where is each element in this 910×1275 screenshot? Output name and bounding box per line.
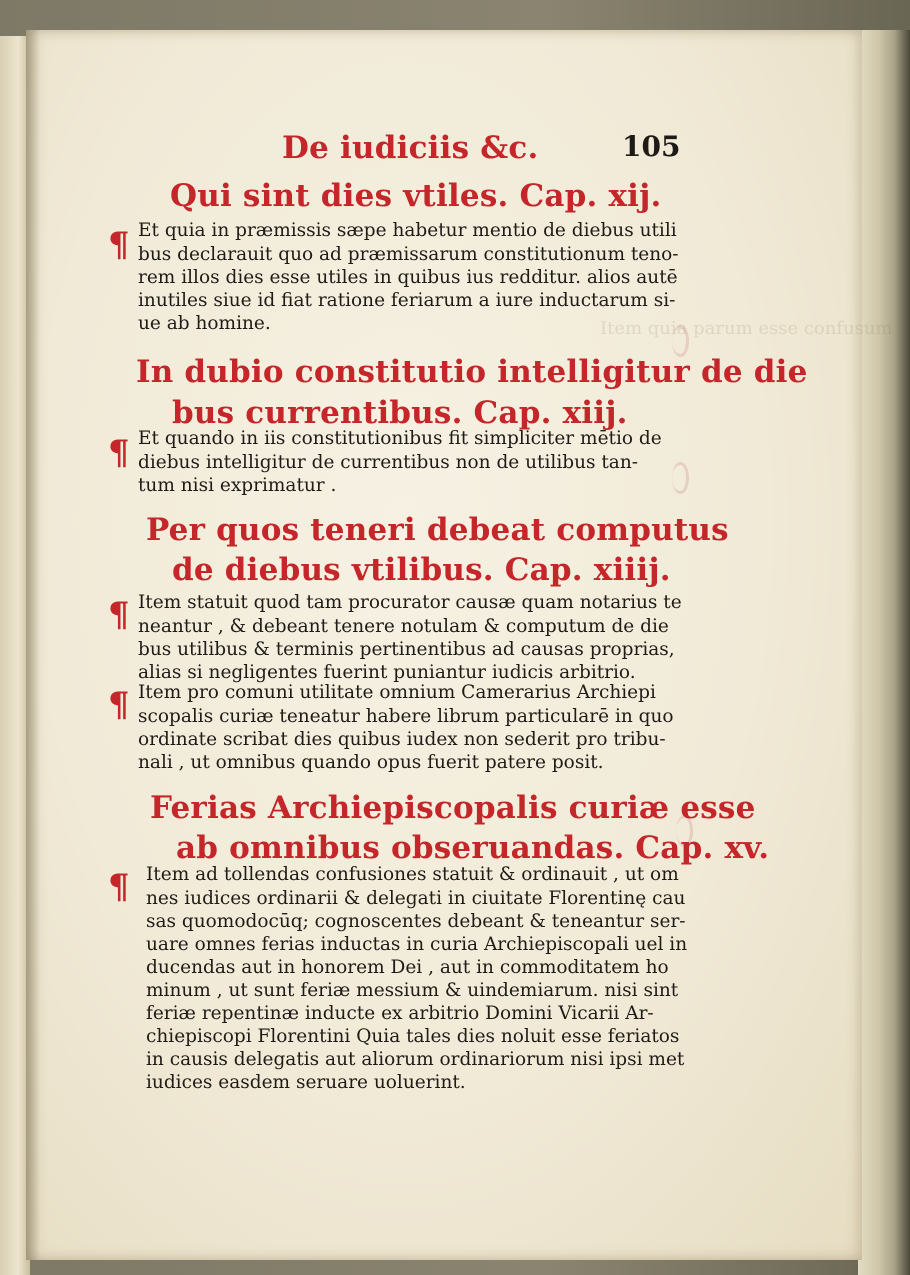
text-line: uare omnes ferias inductas in curia Archiepiscopali uel in — [146, 934, 688, 955]
paragraph-mark-icon: ¶ — [108, 433, 130, 473]
text-line: Item pro comuni utilitate omnium Camerarius Archiepi — [138, 682, 656, 703]
paragraph-mark-icon: ¶ — [108, 867, 130, 907]
gutter-shadow — [26, 30, 40, 1260]
text-line: minum , ut sunt feriæ messium & uindemiarum. nisi sint — [146, 980, 679, 1001]
text-line: Item statuit quod tam procurator causæ quam notarius te — [138, 592, 682, 613]
chapter-heading: In dubio constitutio intelligitur de die — [136, 354, 808, 390]
text-line: feriæ repentinæ inducte ex arbitrio Domini Vicarii Ar- — [146, 1003, 654, 1024]
text-line: chiepiscopi Florentini Quia tales dies noluit esse feriatos — [146, 1026, 680, 1047]
text-line: inutiles siue id fiat ratione feriarum a iure inductarum si- — [138, 290, 676, 311]
text-line: neantur , & debeant tenere notulam & computum de die — [138, 616, 669, 637]
paragraph-mark-icon: ¶ — [108, 685, 130, 725]
text-line: iudices easdem seruare uoluerint. — [146, 1072, 466, 1093]
text-line: Et quando in iis constitutionibus fit simpliciter mētio de — [138, 428, 662, 449]
text-line: rem illos dies esse utiles in quibus ius redditur. alios autē — [138, 267, 678, 288]
text-line: alias si negligentes fuerint puniantur iudicis arbitrio. — [138, 662, 636, 683]
paragraph-mark-icon: ¶ — [108, 595, 130, 635]
paragraph-mark-icon: ¶ — [108, 225, 130, 265]
text-line: Et quia in præmissis sæpe habetur mentio de diebus utili — [138, 220, 677, 241]
show-through-mark — [672, 325, 689, 357]
text-line: tum nisi exprimatur . — [138, 475, 337, 496]
text-line: bus utilibus & terminis pertinentibus ad causas proprias, — [138, 639, 675, 660]
text-line: nes iudices ordinarii & delegati in ciuitate Florentinę cau — [146, 888, 686, 909]
text-line: bus declarauit quo ad præmissarum constitutionum teno- — [138, 244, 679, 265]
text-line: diebus intelligitur de currentibus non de utilibus tan- — [138, 452, 638, 473]
text-line: scopalis curiæ teneatur habere librum particularē in quo — [138, 706, 674, 727]
show-through-mark — [672, 462, 689, 494]
text-line: nali , ut omnibus quando opus fuerit patere posit. — [138, 752, 604, 773]
page-edge-stack — [858, 30, 910, 1275]
chapter-heading: Ferias Archiepiscopalis curiæ esse — [150, 790, 756, 826]
folio-number: 105 — [622, 130, 681, 163]
show-through-text: Item quia parum esse confusum — [600, 318, 893, 339]
text-line: ue ab homine. — [138, 313, 271, 334]
text-line: sas quomodocūq; cognoscentes debeant & teneantur ser- — [146, 911, 686, 932]
chapter-heading: bus currentibus. Cap. xiij. — [172, 395, 628, 431]
text-line: ducendas aut in honorem Dei , aut in commoditatem ho — [146, 957, 669, 978]
chapter-heading: ab omnibus obseruandas. Cap. xv. — [176, 830, 770, 866]
chapter-heading: Per quos teneri debeat computus — [146, 512, 729, 548]
text-line: Item ad tollendas confusiones statuit & ordinauit , ut om — [146, 864, 679, 885]
chapter-heading: Qui sint dies vtiles. Cap. xij. — [170, 178, 662, 214]
text-line: ordinate scribat dies quibus iudex non sederit pro tribu- — [138, 729, 666, 750]
text-line: in causis delegatis aut aliorum ordinariorum nisi ipsi met — [146, 1049, 685, 1070]
chapter-heading: de diebus vtilibus. Cap. xiiij. — [172, 552, 671, 588]
running-head: De iudiciis &c. — [282, 130, 539, 166]
